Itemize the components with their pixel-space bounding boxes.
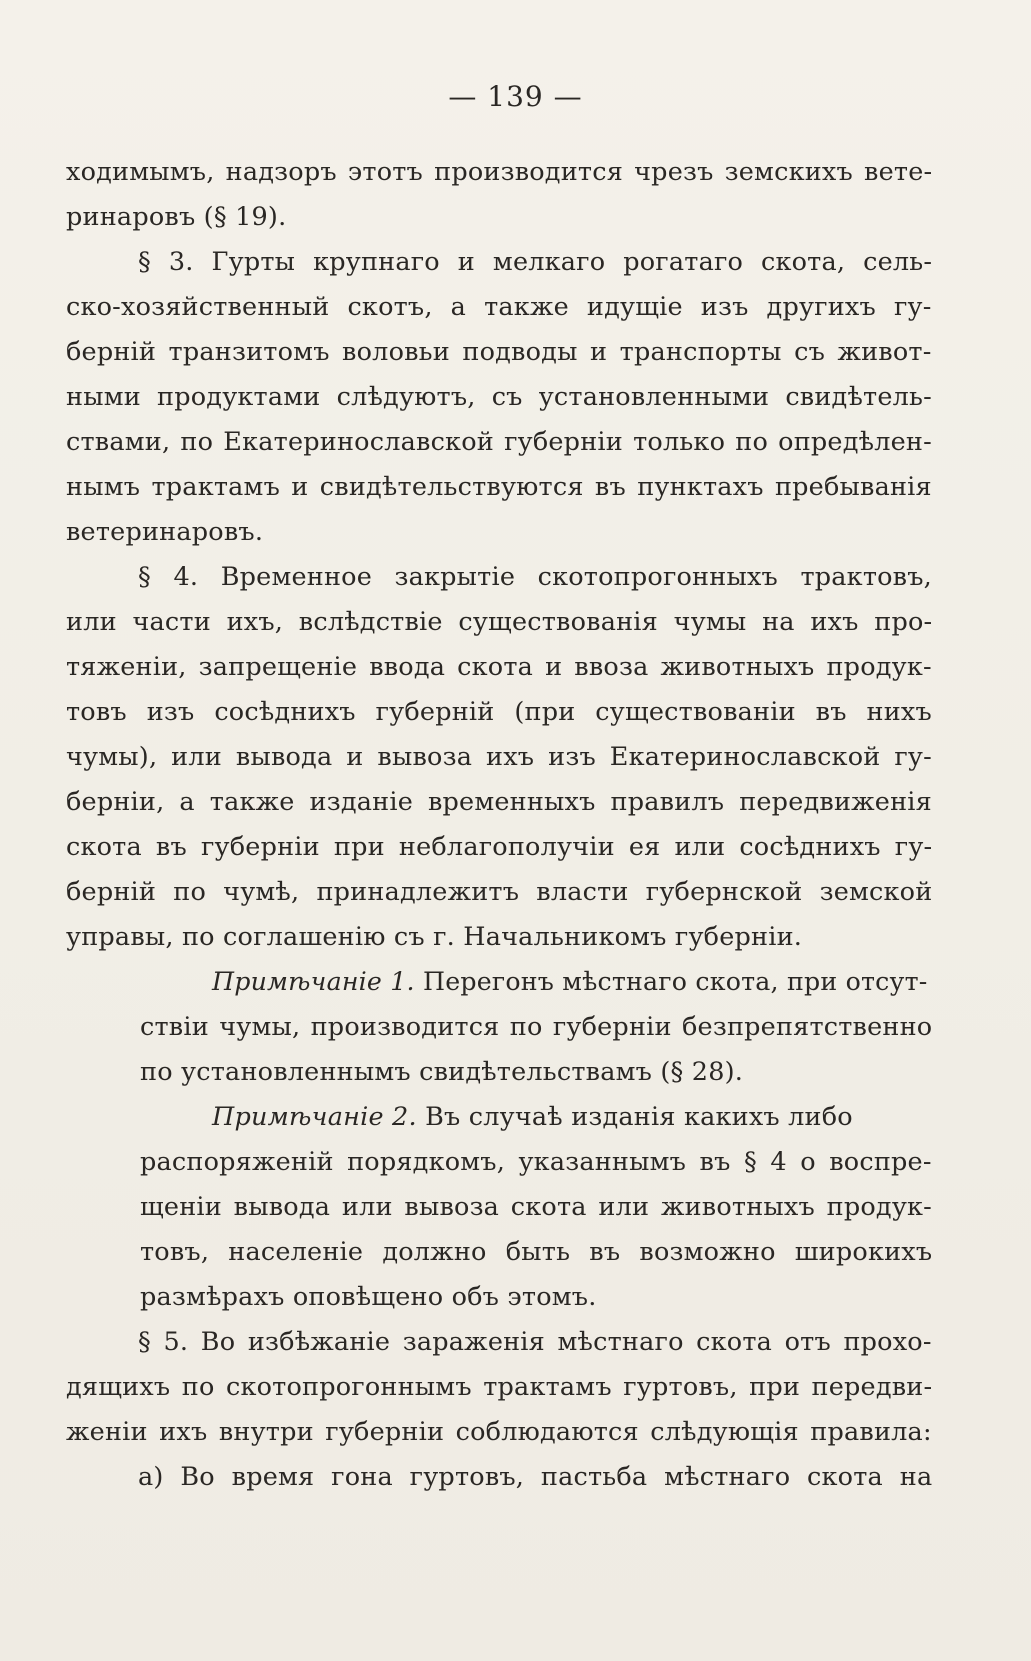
- text-line: а) Во время гона гуртовъ, пастьба мѣстнаго скота на: [138, 1462, 933, 1492]
- text-line: § 5. Во избѣжаніе зараженія мѣстнаго скота отъ прохо-: [138, 1327, 932, 1357]
- note-1-label: Примѣчаніе 1.: [212, 967, 415, 996]
- text-line: ходимымъ, надзоръ этотъ производится чрезъ земскихъ вете-: [66, 157, 933, 187]
- text-line: § 4. Временное закрытіе скотопрогонныхъ трактовъ,: [138, 562, 932, 592]
- text-line: женіи ихъ внутри губерніи соблюдаются слѣдующія правила:: [66, 1417, 932, 1447]
- note-2-label: Примѣчаніе 2.: [212, 1102, 417, 1132]
- text-line: управы, по соглашенію съ г. Начальникомъ губерніи.: [66, 922, 803, 952]
- page-number: — 139 —: [448, 80, 583, 113]
- text-line: берніи, а также изданіе временныхъ правилъ передвиженія: [66, 787, 932, 817]
- note-2-line: товъ, населеніе должно быть въ возможно широкихъ: [140, 1237, 933, 1267]
- text-line: дящихъ по скотопрогоннымъ трактамъ гуртовъ, при передви-: [66, 1372, 933, 1402]
- text-line: товъ изъ сосѣднихъ губерній (при существованіи въ нихъ: [66, 697, 932, 727]
- note-2-text: Въ случаѣ изданія какихъ либо: [425, 1102, 853, 1132]
- text-line: ско-хозяйственный скотъ, а также идущіе изъ другихъ гу-: [66, 292, 932, 322]
- text-line: или части ихъ, вслѣдствіе существованія чумы на ихъ про-: [66, 607, 933, 637]
- text-line: ствами, по Екатеринославской губерніи только по опредѣлен-: [66, 427, 932, 457]
- note-1-first-line: [212, 967, 932, 997]
- text-line: тяженіи, запрещеніе ввода скота и ввоза животныхъ продук-: [66, 652, 932, 682]
- text-line: чумы), или вывода и вывоза ихъ изъ Екатеринославской гу-: [66, 742, 932, 772]
- text-line: берній по чумѣ, принадлежитъ власти губернской земской: [66, 877, 933, 907]
- note-2-line: распоряженій порядкомъ, указаннымъ въ § 4 о воспре-: [140, 1147, 932, 1177]
- text-line: скота въ губерніи при неблагополучіи ея или сосѣднихъ гу-: [66, 832, 933, 862]
- note-2-line: размѣрахъ оповѣщено объ этомъ.: [140, 1282, 597, 1312]
- text-line: нымъ трактамъ и свидѣтельствуются въ пунктахъ пребыванія: [66, 472, 932, 502]
- text-line: ринаровъ (§ 19).: [66, 202, 287, 232]
- text-line: ветеринаровъ.: [66, 517, 264, 547]
- text-line: берній транзитомъ воловьи подводы и транспорты съ живот-: [66, 337, 932, 367]
- note-1-text: Перегонъ мѣстнаго скота, при отсут-: [423, 967, 928, 996]
- text-line: § 3. Гурты крупнаго и мелкаго рогатаго скота, сель-: [138, 247, 933, 277]
- note-1-line: по установленнымъ свидѣтельствамъ (§ 28).: [140, 1057, 744, 1087]
- note-2-line: щеніи вывода или вывоза скота или животныхъ продук-: [140, 1192, 932, 1222]
- note-1-line: ствіи чумы, производится по губерніи безпрепятственно: [140, 1012, 933, 1042]
- text-line: ными продуктами слѣдуютъ, съ установленными свидѣтель-: [66, 382, 932, 412]
- note-2-first-line: [212, 1102, 932, 1132]
